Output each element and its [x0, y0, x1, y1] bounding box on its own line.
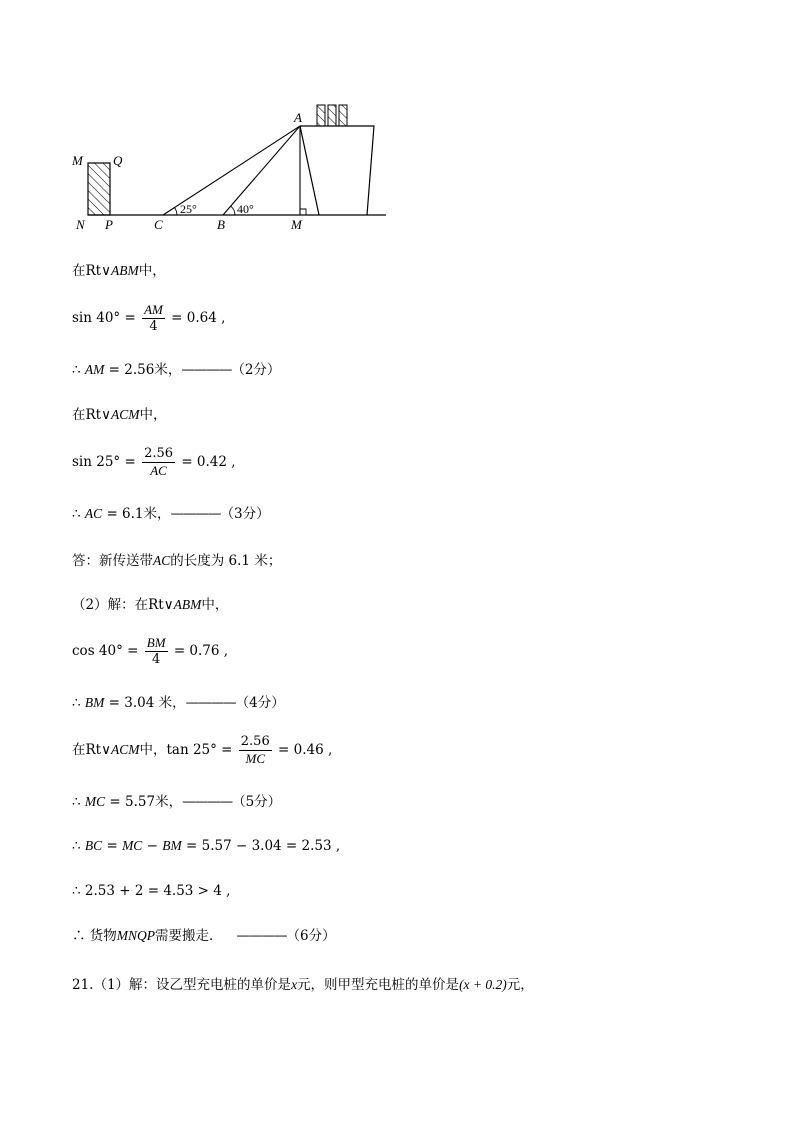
fraction: $\frac{AM}{4}$ [144, 302, 163, 334]
label-angle-25: 25° [180, 202, 197, 216]
line-13: ∴ BC = MC − BM = 5.57 − 3.04 = 2.53 , [72, 838, 341, 854]
line-12: ∴ MC = 5.57米，————（5分） [72, 794, 282, 810]
line-8: （2）解：在Rt∨ABM中， [72, 597, 229, 613]
label-P: P [105, 217, 113, 232]
small-box-2 [328, 105, 336, 126]
small-box-1 [317, 105, 325, 126]
line-2: sin 40° = $\frac{AM}{4}$ = 0.64 , [72, 302, 226, 334]
line-4: 在Rt∨ACM中， [72, 407, 167, 423]
fraction: $\frac{BM}{4}$ [146, 635, 166, 667]
fraction: $\frac{2.56}{MC}$ [240, 734, 270, 766]
angle-arc-b [231, 206, 235, 215]
line-6: ∴ AC = 6.1米，————（3分） [72, 506, 270, 522]
line-10: ∴ BM = 3.04 米，————（4分） [72, 695, 285, 711]
platform [300, 126, 374, 215]
small-box-3 [339, 105, 347, 126]
line-1: 在Rt∨ABM中， [72, 263, 166, 279]
line-15: ∴ 货物MNQP需要搬走． ————（6分） [72, 928, 336, 944]
line-14: ∴ 2.53 + 2 = 4.53 > 4 , [72, 883, 231, 899]
line-16: 21.（1）解：设乙型充电桩的单价是x元，则甲型充电桩的单价是(x + 0.2)元， [72, 977, 534, 993]
label-M-top: M [72, 153, 83, 168]
fraction: $\frac{2.56}{AC}$ [144, 446, 174, 478]
line-7: 答：新传送带AC的长度为 6.1 米； [72, 553, 282, 569]
label-M-bottom: M [291, 217, 302, 232]
geometry-figure [60, 95, 400, 235]
label-C: C [154, 217, 163, 232]
line-AB [223, 126, 300, 215]
label-N: N [76, 217, 85, 232]
label-Q: Q [113, 153, 123, 168]
label-A: A [294, 110, 302, 125]
line-5: sin 25° = $\frac{2.56}{AC}$ = 0.42 , [72, 446, 236, 478]
label-angle-40: 40° [237, 202, 254, 216]
angle-arc-c [175, 208, 177, 215]
line-3: ∴ AM = 2.56米，————（2分） [72, 362, 281, 378]
label-B: B [217, 217, 225, 232]
cargo-box [88, 163, 110, 215]
platform-left-edge [300, 126, 319, 215]
line-9: cos 40° = $\frac{BM}{4}$ = 0.76 , [72, 635, 229, 667]
line-11: 在Rt∨ACM中，tan 25° = $\frac{2.56}{MC}$ = 0.46 , [72, 734, 333, 766]
right-angle-mark [300, 209, 306, 215]
